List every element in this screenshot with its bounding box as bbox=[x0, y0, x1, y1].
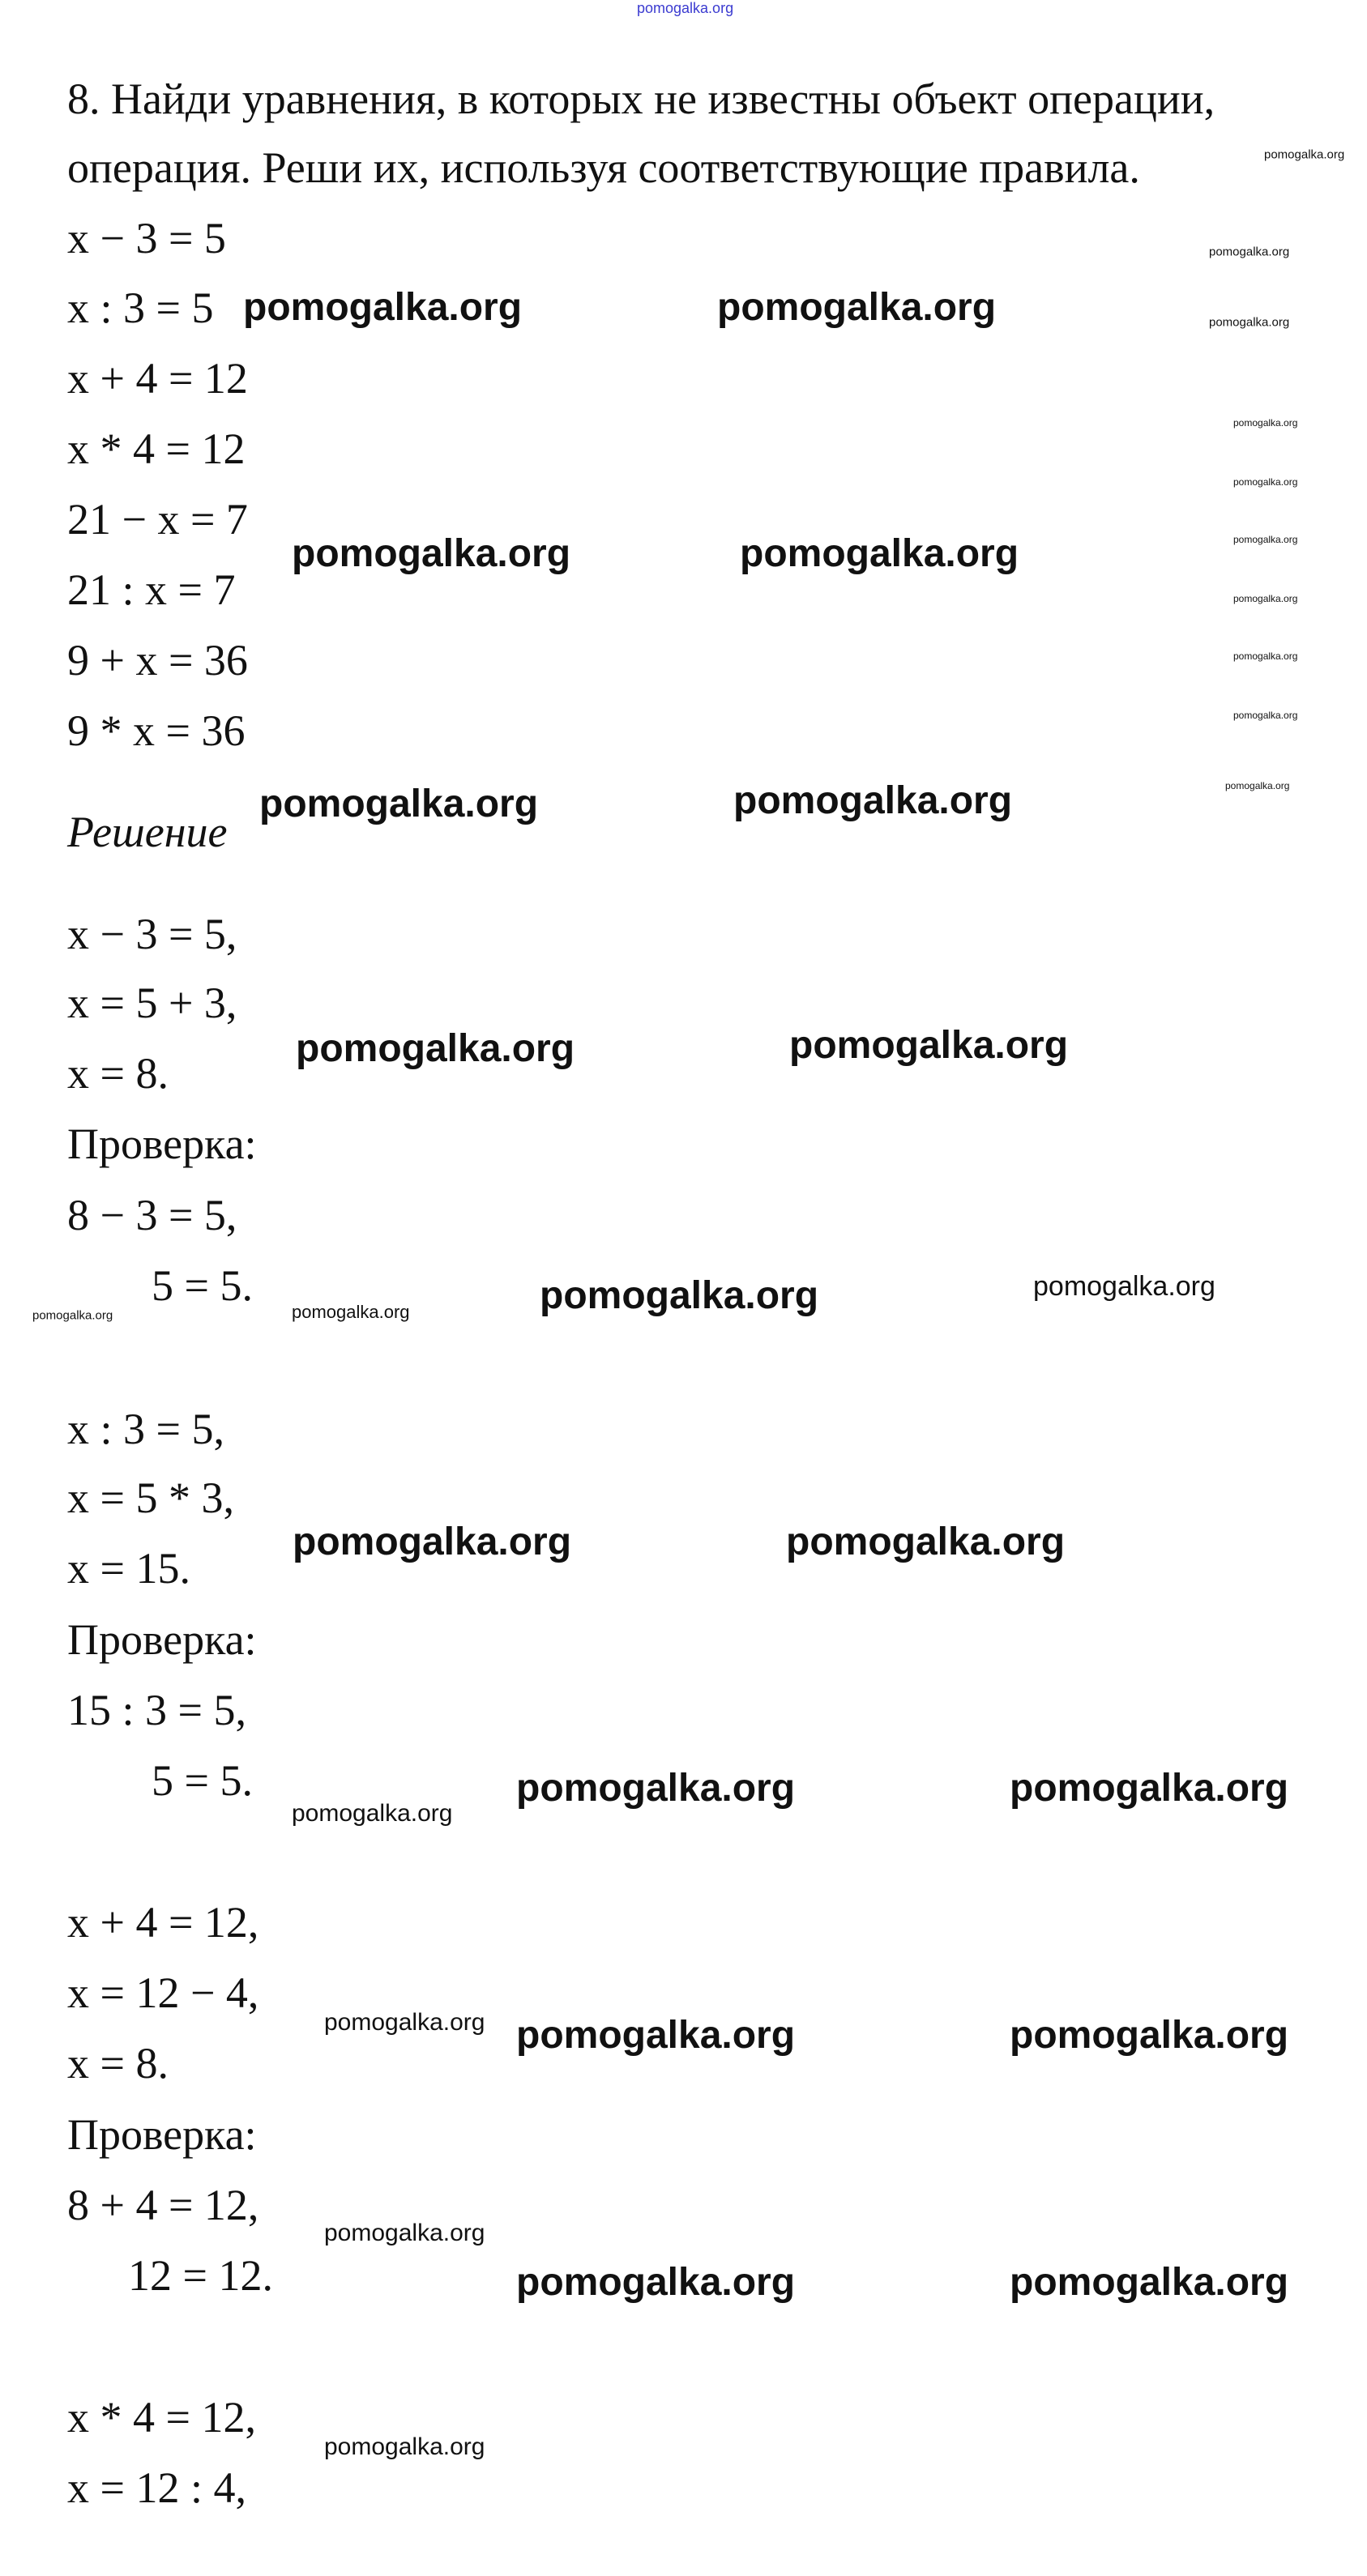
watermark: pomogalka.org bbox=[293, 1520, 572, 1563]
equation: x − 3 = 5 bbox=[67, 214, 226, 262]
equation: x * 4 = 12 bbox=[67, 424, 246, 473]
watermark: pomogalka.org bbox=[259, 783, 539, 825]
solution-line: x = 8. bbox=[67, 2039, 169, 2088]
check-label: Проверка: bbox=[67, 2110, 257, 2159]
watermark: pomogalka.org bbox=[324, 2009, 485, 2036]
watermark: pomogalka.org bbox=[1233, 476, 1298, 488]
equation: x : 3 = 5 bbox=[67, 284, 214, 332]
solution-line: x = 5 * 3, bbox=[67, 1474, 234, 1522]
watermark: pomogalka.org bbox=[1233, 417, 1298, 429]
equation: 21 : x = 7 bbox=[67, 565, 236, 614]
task-text-line-2: операция. Реши их, используя соответствующие правила. bbox=[67, 143, 1140, 192]
watermark: pomogalka.org bbox=[1264, 147, 1345, 162]
solution-line: x = 8. bbox=[67, 1049, 169, 1098]
watermark: pomogalka.org bbox=[516, 1767, 796, 1810]
check-line: 5 = 5. bbox=[152, 1261, 253, 1310]
solution-line: x : 3 = 5, bbox=[67, 1405, 224, 1453]
check-line: 8 + 4 = 12, bbox=[67, 2181, 259, 2229]
watermark: pomogalka.org bbox=[516, 2261, 796, 2304]
watermark: pomogalka.org bbox=[1233, 710, 1298, 721]
watermark: pomogalka.org bbox=[1033, 1271, 1215, 1302]
solution-line: x − 3 = 5, bbox=[67, 910, 237, 958]
solution-line: x = 12 − 4, bbox=[67, 1968, 259, 2017]
watermark: pomogalka.org bbox=[1225, 780, 1290, 791]
watermark: pomogalka.org bbox=[1209, 245, 1290, 259]
equation: x + 4 = 12 bbox=[67, 354, 248, 403]
watermark: pomogalka.org bbox=[516, 2014, 796, 2057]
check-line: 15 : 3 = 5, bbox=[67, 1686, 246, 1734]
watermark: pomogalka.org bbox=[1233, 534, 1298, 545]
solution-line: x = 15. bbox=[67, 1544, 190, 1593]
watermark: pomogalka.org bbox=[740, 532, 1019, 575]
watermark: pomogalka.org bbox=[324, 2433, 485, 2460]
equation: 21 − x = 7 bbox=[67, 495, 248, 544]
watermark: pomogalka.org bbox=[292, 532, 571, 575]
watermark: pomogalka.org bbox=[717, 286, 997, 329]
check-label: Проверка: bbox=[67, 1615, 257, 1664]
solution-line: x = 5 + 3, bbox=[67, 979, 237, 1027]
watermark: pomogalka.org bbox=[32, 1308, 113, 1323]
watermark: pomogalka.org bbox=[637, 0, 734, 16]
watermark: pomogalka.org bbox=[292, 1302, 410, 1322]
watermark: pomogalka.org bbox=[324, 2220, 485, 2246]
check-line: 8 − 3 = 5, bbox=[67, 1191, 237, 1239]
watermark: pomogalka.org bbox=[1233, 593, 1298, 604]
task-text-line-1: 8. Найди уравнения, в которых не известны объект операции, bbox=[67, 75, 1215, 123]
watermark: pomogalka.org bbox=[243, 286, 523, 329]
solution-line: x * 4 = 12, bbox=[67, 2393, 256, 2442]
watermark: pomogalka.org bbox=[1233, 650, 1298, 662]
watermark: pomogalka.org bbox=[540, 1274, 819, 1317]
solution-line: x = 12 : 4, bbox=[67, 2463, 246, 2512]
solution-heading: Решение bbox=[67, 808, 228, 856]
watermark: pomogalka.org bbox=[786, 1520, 1066, 1563]
watermark: pomogalka.org bbox=[1010, 1767, 1289, 1810]
watermark: pomogalka.org bbox=[1209, 315, 1290, 330]
check-line: 5 = 5. bbox=[152, 1756, 253, 1805]
watermark: pomogalka.org bbox=[292, 1800, 453, 1827]
watermark: pomogalka.org bbox=[789, 1024, 1069, 1067]
equation: 9 + x = 36 bbox=[67, 636, 248, 685]
equation: 9 * x = 36 bbox=[67, 706, 246, 755]
watermark: pomogalka.org bbox=[1010, 2014, 1289, 2057]
check-label: Проверка: bbox=[67, 1120, 257, 1168]
solution-line: x + 4 = 12, bbox=[67, 1898, 259, 1947]
check-line: 12 = 12. bbox=[128, 2251, 273, 2300]
watermark: pomogalka.org bbox=[733, 779, 1013, 822]
watermark: pomogalka.org bbox=[296, 1027, 575, 1070]
watermark: pomogalka.org bbox=[1010, 2261, 1289, 2304]
